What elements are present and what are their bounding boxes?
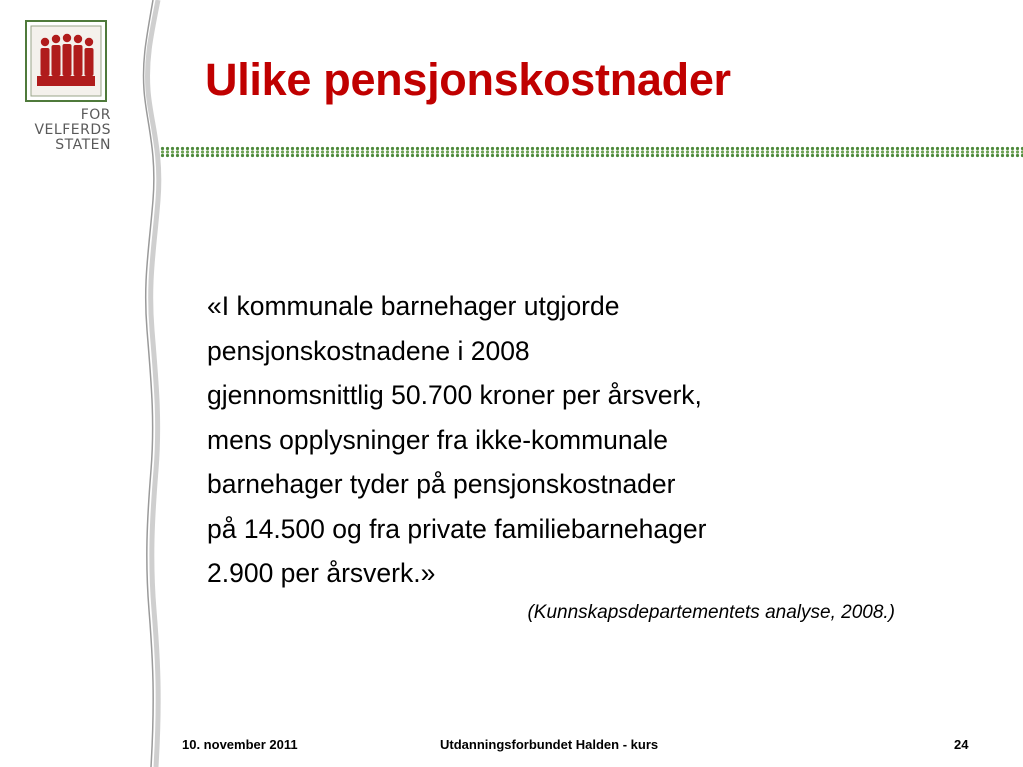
quote-line: 2.900 per årsverk.» — [207, 558, 436, 588]
quote-line: på 14.500 og fra private familiebarnehager — [207, 513, 707, 544]
slide-title: Ulike pensjonskostnader — [205, 54, 731, 105]
for-velferdsstaten-logo — [25, 20, 111, 165]
logo-line: VELFERDS — [34, 122, 111, 138]
footer-organization: Utdanningsforbundet Halden - kurs — [440, 737, 659, 752]
page-number: 24 — [954, 737, 969, 752]
quote-line: «I kommunale barnehager utgjorde — [207, 291, 620, 321]
quote-line: pensjonskostnadene i 2008 — [207, 335, 530, 366]
quote-source: (Kunnskapsdepartementets analyse, 2008.) — [527, 602, 895, 623]
quote-line: barnehager tyder på pensjonskostnader — [207, 469, 676, 499]
logo-line: STATEN — [55, 137, 111, 153]
footer-date: 10. november 2011 — [182, 737, 298, 752]
logo-people-icon — [25, 20, 107, 102]
logo-wordmark — [25, 108, 111, 153]
quote-text — [207, 284, 907, 596]
quote-line: mens opplysninger fra ikke-kommunale — [207, 424, 669, 455]
dotted-divider — [160, 145, 1023, 159]
logo-line: FOR — [80, 107, 111, 123]
quote-line: gjennomsnittlig 50.700 kroner per årsverk, — [207, 380, 702, 410]
